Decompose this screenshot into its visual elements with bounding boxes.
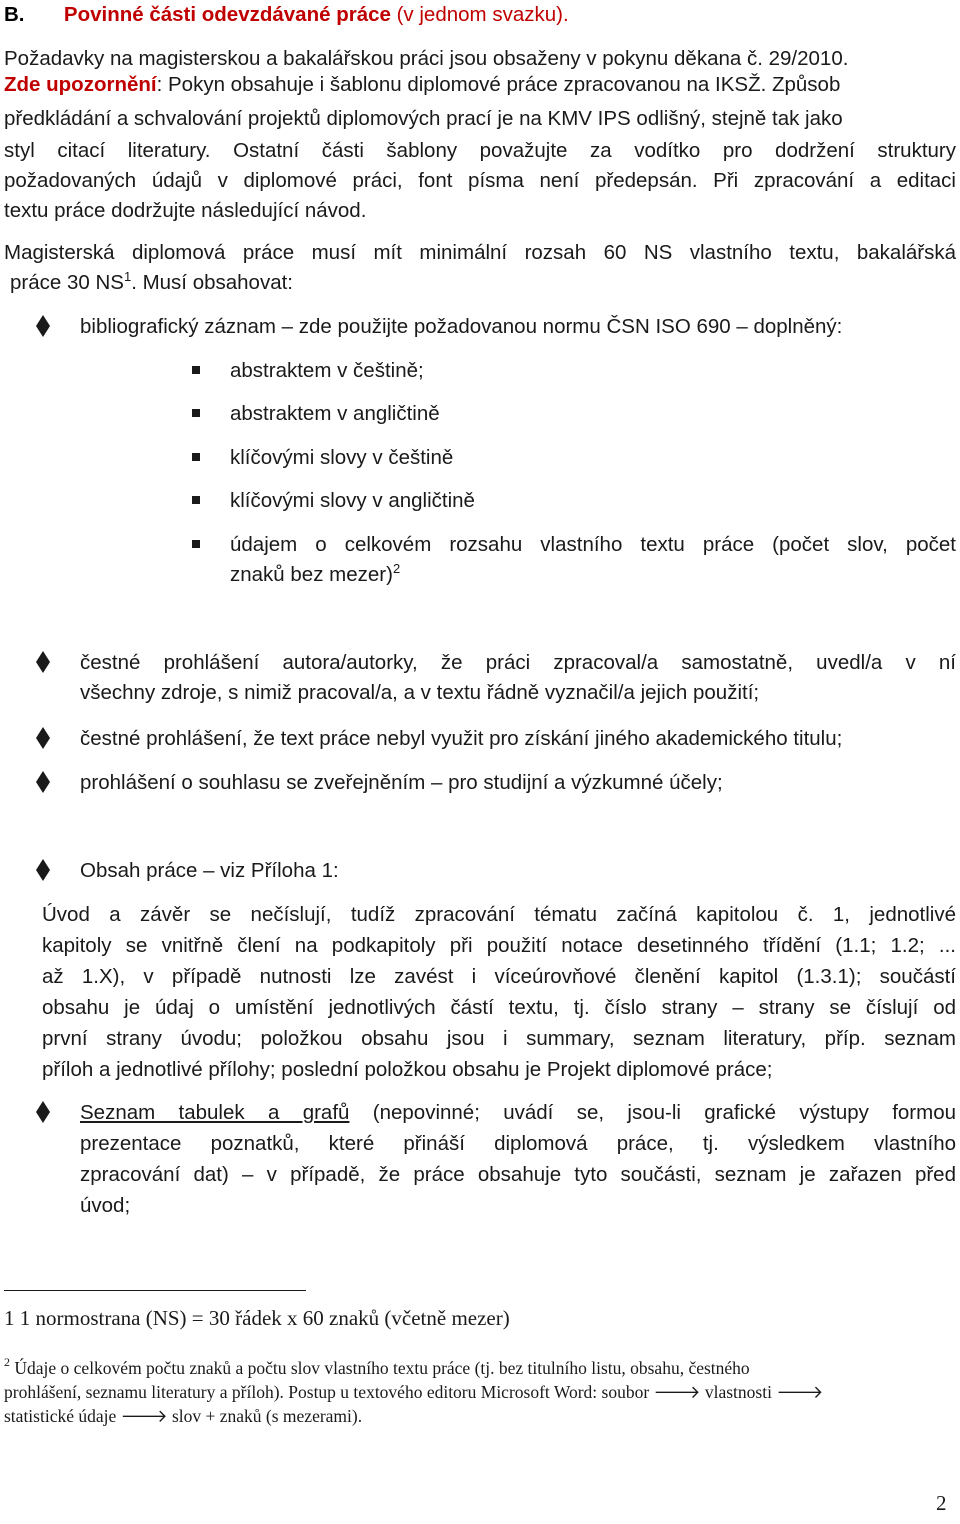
bullet-tables-line2: prezentace poznatků, které přináší diplomová práce, tj. výsledkem vlastního: [80, 1132, 956, 1155]
para3-line6: příloh a jednotlivé přílohy; poslední položkou obsahu je Projekt diplomové práce;: [42, 1058, 773, 1081]
para1-line2: Zde upozornění: Pokyn obsahuje i šablonu diplomové práce zpracovanou na IKSŽ. Způsob: [4, 73, 841, 96]
bullet-bibliographic-record: bibliografický záznam – zde použijte požadovanou normu ČSN ISO 690 – doplněný:: [80, 315, 843, 338]
para3-line1: Úvod a závěr se nečíslují, tudíž zpracování tématu začíná kapitolou č. 1, jednotlivé: [42, 903, 956, 926]
diamond-bullet-icon: [36, 771, 50, 793]
sub-bullet-extent-line2: znaků bez mezer)$^2$: [230, 561, 401, 586]
section-heading: B. Povinné části odevzdávané práce (v jednom svazku).: [4, 3, 569, 26]
para1-line3: předkládání a schvalování projektů diplomových prací je na KMV IPS odlišný, stejně tak jako: [4, 107, 843, 130]
para1-line1: Požadavky na magisterskou a bakalářskou práci jsou obsaženy v pokynu děkana č. 29/2010.: [4, 47, 849, 70]
sub-bullet-extent-line1: údajem o celkovém rozsahu vlastního textu práce (počet slov, počet: [230, 533, 956, 556]
square-bullet-icon: [192, 409, 200, 417]
footnote-ref-2: 2: [392, 561, 401, 576]
para3-line2: kapitoly se vnitřně člení na podkapitoly při použití notace desetinného třídění (1.1; 1.2; ...: [42, 934, 956, 957]
diamond-bullet-icon: [36, 859, 50, 881]
arrow-right-icon: 🡒: [776, 1383, 824, 1403]
para1-line5: požadovaných údajů v diplomové práci, font písma není předepsán. Při zpracování a editaci: [4, 169, 956, 192]
bullet-title-declaration: čestné prohlášení, že text práce nebyl využit pro získání jiného akademického titulu;: [80, 727, 843, 750]
bullet-author-declaration-line1: čestné prohlášení autora/autorky, že práci zpracoval/a samostatně, uvedl/a v ní: [80, 651, 956, 674]
bullet-tables-line1: Seznam tabulek a grafů (nepovinné; uvádí se, jsou-li grafické výstupy formou: [80, 1101, 956, 1124]
para3-line5: první strany úvodu; položkou obsahu jsou i summary, seznam literatury, příp. seznam: [42, 1027, 956, 1050]
tables-and-graphs-link[interactable]: Seznam tabulek a grafů: [80, 1101, 350, 1124]
para3-line4: obsahu je údaj o umístění jednotlivých částí textu, tj. číslo strany – strany se číslují od: [42, 996, 956, 1019]
page-number: 2: [936, 1491, 947, 1515]
diamond-bullet-icon: [36, 651, 50, 673]
sub-bullet-keywords-en: klíčovými slovy v angličtině: [230, 489, 475, 512]
para3-line3: až 1.X), v případě nutnosti lze zavést i víceúrovňové členění kapitol (1.3.1); součástí: [42, 965, 956, 988]
para1-line6: textu práce dodržujte následující návod.: [4, 199, 367, 222]
square-bullet-icon: [192, 540, 200, 548]
diamond-bullet-icon: [36, 727, 50, 749]
footnote-separator: [4, 1290, 306, 1291]
footnote-2-line3: statistické údaje 🡒 slov + znaků (s mezerami).: [4, 1406, 363, 1427]
sub-bullet-abstract-en: abstraktem v angličtině: [230, 402, 440, 425]
arrow-right-icon: 🡒: [120, 1407, 168, 1427]
footnote-1: 1 1 normostrana (NS) = 30 řádek x 60 znaků (včetně mezer): [4, 1306, 510, 1330]
diamond-bullet-icon: [36, 1101, 50, 1123]
footnote-ref-1: 1: [123, 269, 132, 284]
bullet-tables-line3: zpracování dat) – v případě, že práce obsahuje tyto součásti, seznam je zařazen před: [80, 1163, 956, 1186]
footnote-2-line2: prohlášení, seznamu literatury a příloh). Postup u textového editoru Microsoft Word: soubor 🡒 vlastnosti 🡒: [4, 1382, 824, 1403]
diamond-bullet-icon: [36, 315, 50, 337]
warning-label: Zde upozornění: [4, 73, 157, 96]
square-bullet-icon: [192, 496, 200, 504]
square-bullet-icon: [192, 366, 200, 374]
para1-line4: styl citací literatury. Ostatní části šablony považujte za vodítko pro dodržení struktury: [4, 139, 956, 162]
sub-bullet-abstract-cz: abstraktem v češtině;: [230, 359, 424, 382]
para2-line1: Magisterská diplomová práce musí mít minimální rozsah 60 NS vlastního textu, bakalářská: [4, 241, 956, 264]
para2-line2: práce 30 $NS^1$. Musí obsahovat:: [10, 269, 293, 294]
square-bullet-icon: [192, 453, 200, 461]
bullet-publication-consent: prohlášení o souhlasu se zveřejněním – pro studijní a výzkumné účely;: [80, 771, 723, 794]
sub-bullet-keywords-cz: klíčovými slovy v češtině: [230, 446, 454, 469]
arrow-right-icon: 🡒: [653, 1383, 701, 1403]
bullet-author-declaration-line2: všechny zdroje, s nimiž pracoval/a, a v textu řádně vyznačil/a jejich použití;: [80, 681, 760, 704]
footnote-2-line1: $^2$ Údaje o celkovém počtu znaků a počtu slov vlastního textu práce (tj. bez titulního listu, obsahu, čestného: [4, 1355, 750, 1378]
bullet-table-of-contents: Obsah práce – viz Příloha 1:: [80, 859, 339, 882]
bullet-tables-line4: úvod;: [80, 1194, 131, 1217]
